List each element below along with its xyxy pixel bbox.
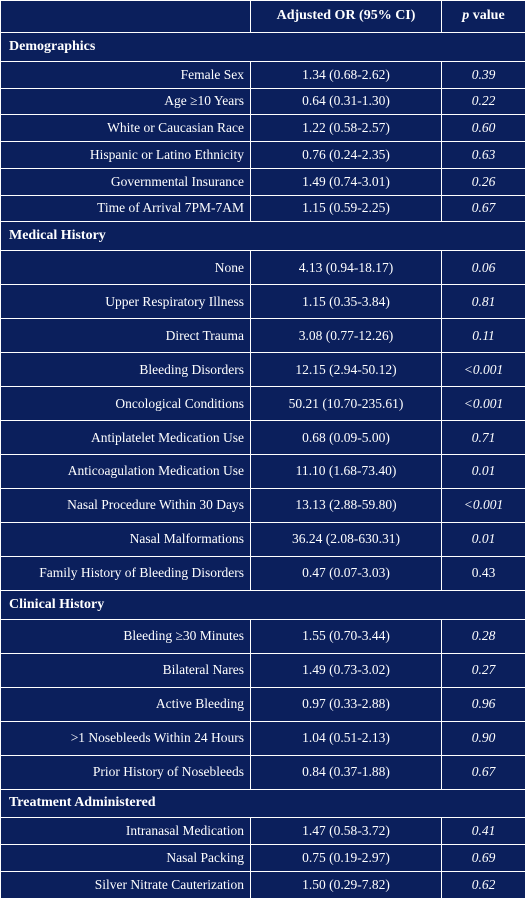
row-or: 1.22 (0.58-2.57)	[251, 115, 442, 142]
row-label: Prior History of Nosebleeds	[1, 755, 251, 789]
row-or: 0.97 (0.33-2.88)	[251, 687, 442, 721]
row-label: Nasal Malformations	[1, 522, 251, 556]
row-or: 11.10 (1.68-73.40)	[251, 454, 442, 488]
section-row	[1, 590, 525, 619]
section-title: Medical History	[1, 222, 525, 251]
row-or: 0.64 (0.31-1.30)	[251, 88, 442, 115]
section-row	[1, 32, 525, 61]
row-label: Intranasal Medication	[1, 818, 251, 845]
table-row	[1, 319, 525, 353]
row-or: 0.75 (0.19-2.97)	[251, 845, 442, 872]
header-p-rest: value	[469, 8, 505, 24]
row-label: Direct Trauma	[1, 319, 251, 353]
row-label: Age ≥10 Years	[1, 88, 251, 115]
row-p-value: 0.39	[442, 61, 525, 88]
row-label: Upper Respiratory Illness	[1, 285, 251, 319]
header-p-value	[442, 1, 525, 33]
table-row	[1, 88, 525, 115]
header-row	[1, 1, 525, 33]
table-row	[1, 653, 525, 687]
row-p-value: 0.06	[442, 251, 525, 285]
row-label: None	[1, 251, 251, 285]
row-p-value: 0.26	[442, 168, 525, 195]
table-row	[1, 619, 525, 653]
table-row	[1, 818, 525, 845]
row-or: 1.50 (0.29-7.82)	[251, 871, 442, 898]
row-label: Anticoagulation Medication Use	[1, 454, 251, 488]
row-label: Antiplatelet Medication Use	[1, 421, 251, 455]
table-row	[1, 195, 525, 222]
row-or: 50.21 (10.70-235.61)	[251, 387, 442, 421]
row-p-value: 0.62	[442, 871, 525, 898]
row-p-value: 0.41	[442, 818, 525, 845]
row-label: Nasal Packing	[1, 845, 251, 872]
table-row	[1, 755, 525, 789]
section-title: Treatment Administered	[1, 789, 525, 818]
row-p-value: 0.22	[442, 88, 525, 115]
table-row	[1, 168, 525, 195]
table-row	[1, 285, 525, 319]
row-label: Family History of Bleeding Disorders	[1, 556, 251, 590]
row-or: 1.47 (0.58-3.72)	[251, 818, 442, 845]
section-title: Demographics	[1, 32, 525, 61]
row-p-value: 0.43	[442, 556, 525, 590]
row-or: 1.49 (0.74-3.01)	[251, 168, 442, 195]
row-or: 3.08 (0.77-12.26)	[251, 319, 442, 353]
section-row	[1, 789, 525, 818]
row-p-value: 0.28	[442, 619, 525, 653]
row-p-value: 0.01	[442, 522, 525, 556]
row-or: 0.84 (0.37-1.88)	[251, 755, 442, 789]
row-p-value: 0.81	[442, 285, 525, 319]
row-p-value: 0.69	[442, 845, 525, 872]
table-row	[1, 522, 525, 556]
table-row	[1, 142, 525, 169]
row-p-value: 0.27	[442, 653, 525, 687]
table-row	[1, 421, 525, 455]
row-label: Silver Nitrate Cauterization	[1, 871, 251, 898]
row-label: Oncological Conditions	[1, 387, 251, 421]
row-label: Governmental Insurance	[1, 168, 251, 195]
row-label: Time of Arrival 7PM-7AM	[1, 195, 251, 222]
row-or: 4.13 (0.94-18.17)	[251, 251, 442, 285]
row-p-value: 0.63	[442, 142, 525, 169]
header-blank-cell	[1, 1, 251, 33]
table-row	[1, 115, 525, 142]
row-label: White or Caucasian Race	[1, 115, 251, 142]
row-or: 1.04 (0.51-2.13)	[251, 721, 442, 755]
row-or: 36.24 (2.08-630.31)	[251, 522, 442, 556]
header-or: Adjusted OR (95% CI)	[251, 1, 442, 33]
row-or: 12.15 (2.94-50.12)	[251, 353, 442, 387]
table-row	[1, 871, 525, 898]
row-label: Bilateral Nares	[1, 653, 251, 687]
row-label: Female Sex	[1, 61, 251, 88]
row-label: Bleeding Disorders	[1, 353, 251, 387]
row-label: Hispanic or Latino Ethnicity	[1, 142, 251, 169]
section-title: Clinical History	[1, 590, 525, 619]
row-or: 0.76 (0.24-2.35)	[251, 142, 442, 169]
row-or: 1.15 (0.35-3.84)	[251, 285, 442, 319]
row-p-value: 0.96	[442, 687, 525, 721]
row-or: 1.55 (0.70-3.44)	[251, 619, 442, 653]
table-row	[1, 387, 525, 421]
row-or: 1.34 (0.68-2.62)	[251, 61, 442, 88]
table-row	[1, 556, 525, 590]
section-row	[1, 222, 525, 251]
header-p-italic: p	[462, 8, 470, 24]
table-row	[1, 845, 525, 872]
table-row	[1, 353, 525, 387]
row-p-value: 0.90	[442, 721, 525, 755]
table-row	[1, 488, 525, 522]
row-p-value: 0.67	[442, 195, 525, 222]
row-p-value: 0.01	[442, 454, 525, 488]
table-row	[1, 454, 525, 488]
row-p-value: 0.60	[442, 115, 525, 142]
row-p-value: 0.67	[442, 755, 525, 789]
row-label: Nasal Procedure Within 30 Days	[1, 488, 251, 522]
table-row	[1, 251, 525, 285]
row-p-value: 0.11	[442, 319, 525, 353]
table-row	[1, 687, 525, 721]
row-or: 0.47 (0.07-3.03)	[251, 556, 442, 590]
row-label: Active Bleeding	[1, 687, 251, 721]
row-or: 1.15 (0.59-2.25)	[251, 195, 442, 222]
row-p-value: <0.001	[442, 488, 525, 522]
row-or: 0.68 (0.09-5.00)	[251, 421, 442, 455]
row-or: 13.13 (2.88-59.80)	[251, 488, 442, 522]
row-or: 1.49 (0.73-3.02)	[251, 653, 442, 687]
row-label: >1 Nosebleeds Within 24 Hours	[1, 721, 251, 755]
row-p-value: <0.001	[442, 353, 525, 387]
table-row	[1, 61, 525, 88]
table-row	[1, 721, 525, 755]
row-p-value: <0.001	[442, 387, 525, 421]
row-p-value: 0.71	[442, 421, 525, 455]
row-label: Bleeding ≥30 Minutes	[1, 619, 251, 653]
